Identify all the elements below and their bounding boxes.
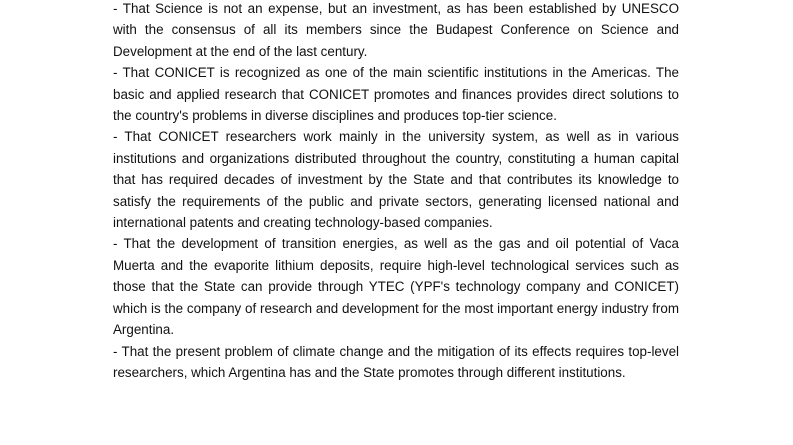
paragraph-science-investment: - That Science is not an expense, but an investment, as has been established by UNESCO with the consensus of all its members since the Budapest Conference on Science and Development at the end of the last century. <box>113 1 679 59</box>
paragraph-climate-change: - That the present problem of climate change and the mitigation of its effects requires top-level researchers, which Argentina has and the State promotes through different institutions. <box>113 343 679 380</box>
document-body <box>113 0 679 383</box>
paragraph-conicet-recognition: - That CONICET is recognized as one of the main scientific institutions in the Americas. The basic and applied research that CONICET promotes and finances provides direct solutions to the country's problems in diverse disciplines and produces top-tier science. <box>113 65 679 124</box>
paragraph-transition-energies: - That the development of transition energies, as well as the gas and oil potential of Vaca Muerta and the evaporite lithium deposits, require high-level technological services such as those that the State can provide through YTEC (YPF's technology company and CONICET) which is the company of research and development for the most important energy industry from Argentina. <box>113 236 679 338</box>
paragraph-conicet-researchers: - That CONICET researchers work mainly in the university system, as well as in various institutions and organizations distributed throughout the country, constituting a human capital that has required decades of investment by the State and that contributes its knowledge to satisfy the requirements of the public and private sectors, generating licensed national and international patents and creating technology-based companies. <box>113 129 679 231</box>
